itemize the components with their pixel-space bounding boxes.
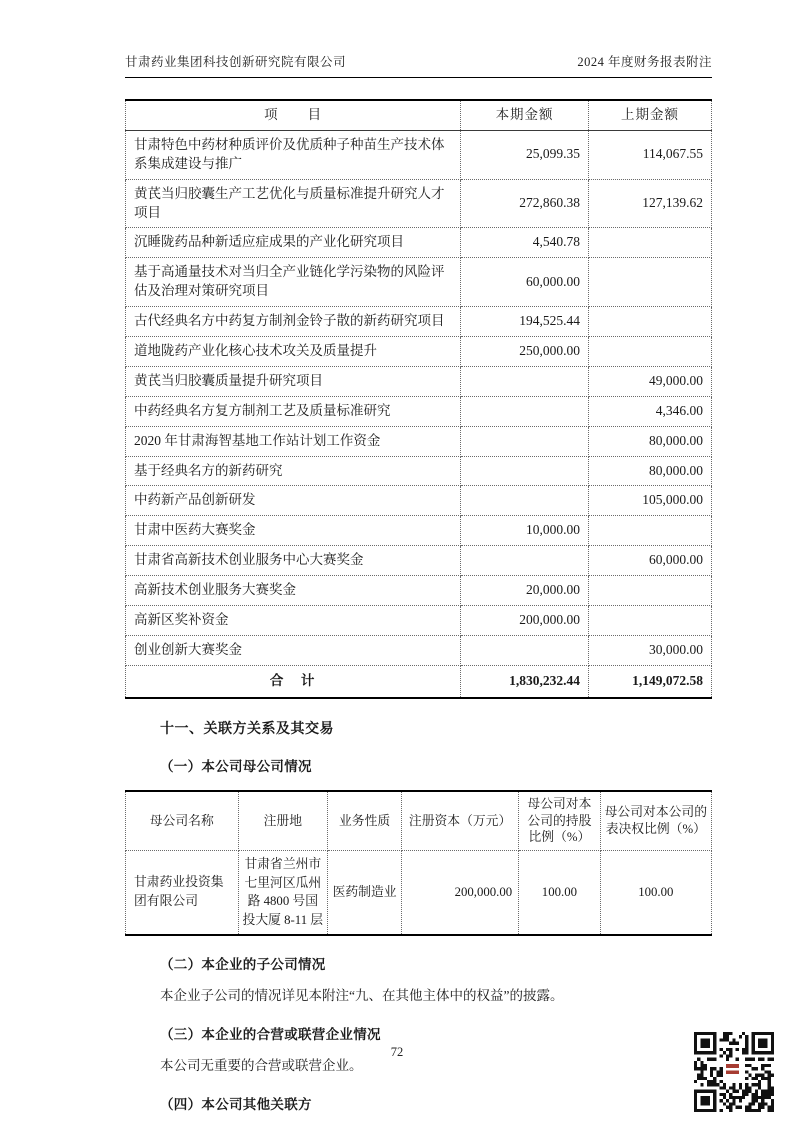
parent-column-header: 注册地 xyxy=(238,791,328,851)
table-row xyxy=(126,516,712,546)
table-row xyxy=(126,258,712,307)
prior-amount-cell xyxy=(588,307,711,337)
table-row xyxy=(126,486,712,516)
table-row xyxy=(126,635,712,665)
company-name: 甘肃药业集团科技创新研究院有限公司 xyxy=(125,55,347,69)
current-amount-cell: 60,000.00 xyxy=(461,258,589,307)
project-name-cell: 2020 年甘肃海智基地工作站计划工作资金 xyxy=(126,426,461,456)
parent-column-header: 母公司对本公司的持股比例（%） xyxy=(519,791,600,851)
prior-amount-cell: 4,346.00 xyxy=(588,396,711,426)
column-header-item: 项 目 xyxy=(126,100,461,130)
project-name-cell: 中药经典名方复方制剂工艺及质量标准研究 xyxy=(126,396,461,426)
parent-column-header: 注册资本（万元） xyxy=(401,791,518,851)
prior-amount-cell: 60,000.00 xyxy=(588,546,711,576)
project-name-cell: 基于经典名方的新药研究 xyxy=(126,456,461,486)
project-name-cell: 甘肃中医药大赛奖金 xyxy=(126,516,461,546)
current-amount-cell xyxy=(461,426,589,456)
parent-column-header: 业务性质 xyxy=(328,791,402,851)
grants-table xyxy=(125,99,712,699)
subsection-heading-subsidiaries: （二）本企业的子公司情况 xyxy=(160,956,326,972)
parent-name: 甘肃药业投资集团有限公司 xyxy=(126,851,239,935)
prior-amount-cell xyxy=(588,516,711,546)
table-row xyxy=(126,307,712,337)
column-header-prior: 上期金额 xyxy=(588,100,711,130)
table-row xyxy=(126,228,712,258)
current-amount-cell: 200,000.00 xyxy=(461,606,589,636)
prior-amount-cell: 80,000.00 xyxy=(588,426,711,456)
parent-registered-capital: 200,000.00 xyxy=(401,851,518,935)
table-row xyxy=(126,456,712,486)
table-row xyxy=(126,546,712,576)
section-heading-related-party: 十一、关联方关系及其交易 xyxy=(160,721,334,737)
prior-amount-cell: 114,067.55 xyxy=(588,130,711,179)
table-row xyxy=(126,606,712,636)
parent-voting-ratio: 100.00 xyxy=(600,851,711,935)
prior-amount-cell xyxy=(588,228,711,258)
prior-amount-cell: 49,000.00 xyxy=(588,366,711,396)
prior-amount-cell xyxy=(588,576,711,606)
subsection-heading-other-related-parties: （四）本公司其他关联方 xyxy=(160,1097,312,1113)
qr-code xyxy=(694,1032,774,1112)
project-name-cell: 古代经典名方中药复方制剂金铃子散的新药研究项目 xyxy=(126,307,461,337)
table-row xyxy=(126,426,712,456)
current-amount-cell: 194,525.44 xyxy=(461,307,589,337)
grants-table-header-row xyxy=(126,100,712,130)
prior-amount-cell xyxy=(588,258,711,307)
current-amount-cell: 20,000.00 xyxy=(461,576,589,606)
prior-amount-cell: 80,000.00 xyxy=(588,456,711,486)
project-name-cell: 高新区奖补资金 xyxy=(126,606,461,636)
qr-code-icon xyxy=(694,1032,774,1112)
total-row xyxy=(126,665,712,697)
parent-company-table xyxy=(125,790,712,936)
page-number: 72 xyxy=(390,1045,404,1059)
total-current-amount: 1,830,232.44 xyxy=(461,665,589,697)
current-amount-cell: 10,000.00 xyxy=(461,516,589,546)
current-amount-cell xyxy=(461,396,589,426)
project-name-cell: 创业创新大赛奖金 xyxy=(126,635,461,665)
parent-table-header-row xyxy=(126,791,712,851)
project-name-cell: 甘肃省高新技术创业服务中心大赛奖金 xyxy=(126,546,461,576)
current-amount-cell: 250,000.00 xyxy=(461,337,589,367)
project-name-cell: 黄芪当归胶囊生产工艺优化与质量标准提升研究人才项目 xyxy=(126,179,461,228)
project-name-cell: 道地陇药产业化核心技术攻关及质量提升 xyxy=(126,337,461,367)
prior-amount-cell xyxy=(588,337,711,367)
grants-table-body xyxy=(126,130,712,665)
current-amount-cell xyxy=(461,366,589,396)
table-row xyxy=(126,396,712,426)
table-row xyxy=(126,337,712,367)
current-amount-cell: 4,540.78 xyxy=(461,228,589,258)
current-amount-cell xyxy=(461,456,589,486)
project-name-cell: 基于高通量技术对当归全产业链化学污染物的风险评估及治理对策研究项目 xyxy=(126,258,461,307)
subsidiaries-text: 本企业子公司的情况详见本附注“九、在其他主体中的权益”的披露。 xyxy=(160,987,564,1003)
parent-shareholding-ratio: 100.00 xyxy=(519,851,600,935)
joint-ventures-text: 本公司无重要的合营或联营企业。 xyxy=(160,1057,363,1073)
column-header-current: 本期金额 xyxy=(461,100,589,130)
prior-amount-cell: 30,000.00 xyxy=(588,635,711,665)
running-header xyxy=(125,52,712,78)
current-amount-cell xyxy=(461,635,589,665)
table-row xyxy=(126,130,712,179)
prior-amount-cell: 127,139.62 xyxy=(588,179,711,228)
project-name-cell: 甘肃特色中药材种质评价及优质种子种苗生产技术体系集成建设与推广 xyxy=(126,130,461,179)
parent-column-header: 母公司对本公司的表决权比例（%） xyxy=(600,791,711,851)
table-row xyxy=(126,366,712,396)
subsection-heading-parent-company: （一）本公司母公司情况 xyxy=(160,758,312,774)
parent-registered-address: 甘肃省兰州市七里河区瓜州路 4800 号国投大厦 8-11 层 xyxy=(238,851,328,935)
project-name-cell: 高新技术创业服务大赛奖金 xyxy=(126,576,461,606)
subsection-heading-joint-ventures: （三）本企业的合营或联营企业情况 xyxy=(160,1026,381,1042)
project-name-cell: 黄芪当归胶囊质量提升研究项目 xyxy=(126,366,461,396)
current-amount-cell: 25,099.35 xyxy=(461,130,589,179)
parent-column-header: 母公司名称 xyxy=(126,791,239,851)
current-amount-cell xyxy=(461,486,589,516)
table-row xyxy=(126,576,712,606)
total-prior-amount: 1,149,072.58 xyxy=(588,665,711,697)
project-name-cell: 中药新产品创新研发 xyxy=(126,486,461,516)
total-label: 合 计 xyxy=(126,665,461,697)
prior-amount-cell xyxy=(588,606,711,636)
current-amount-cell: 272,860.38 xyxy=(461,179,589,228)
table-row xyxy=(126,179,712,228)
parent-table-row xyxy=(126,851,712,935)
document-title: 2024 年度财务报表附注 xyxy=(577,55,712,69)
project-name-cell: 沉睡陇药品种新适应症成果的产业化研究项目 xyxy=(126,228,461,258)
prior-amount-cell: 105,000.00 xyxy=(588,486,711,516)
current-amount-cell xyxy=(461,546,589,576)
parent-business-nature: 医药制造业 xyxy=(328,851,402,935)
